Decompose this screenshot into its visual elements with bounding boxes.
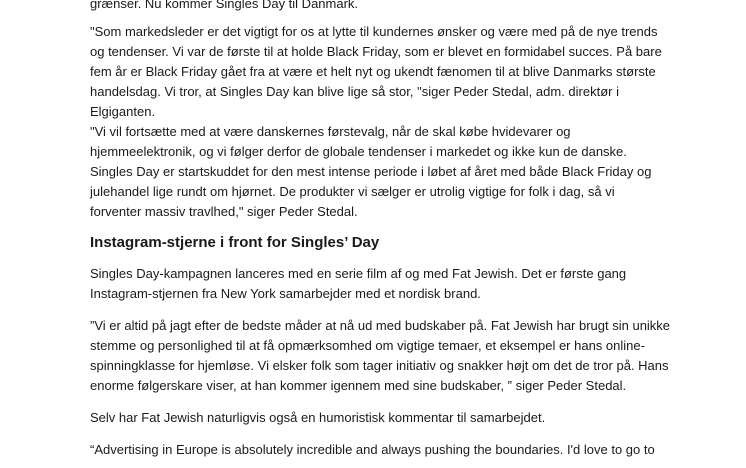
paragraph-quote-fat-jewish <box>90 316 690 396</box>
text-line: handelsdag. Vi tror, at Singles Day kan blive lige så stor, "siger Peder Stedal, adm. direktør i <box>90 84 619 99</box>
text-line: “Advertising in Europe is absolutely incredible and always pushing the boundaries. I'd love to go to <box>90 442 655 457</box>
text-line: ”Vi er altid på jagt efter de bedste måder at nå ud med budskaber på. Fat Jewish har brugt sin unikke <box>90 318 671 333</box>
section-heading: Instagram-stjerne i front for Singles’ Day <box>90 234 380 251</box>
text-line: og tendenser. Vi var de første til at holde Black Friday, som er blevet en formidabel succes. På bare <box>90 44 662 59</box>
paragraph-campaign-launch <box>90 264 690 304</box>
text-line: Selv har Fat Jewish naturligvis også en humoristisk kommentar til samarbejdet. <box>90 410 546 425</box>
paragraph-quote-first-choice <box>90 122 690 222</box>
text-line: forventer massiv travlhed," siger Peder Stedal. <box>90 204 358 219</box>
text-line: "Vi vil fortsætte med at være danskernes førstevalg, når de skal købe hvidevarer og <box>90 124 571 139</box>
text-line: grænser. Nu kommer Singles Day til Danmark. <box>90 0 359 11</box>
text-line: stemme og personlighed til at få opmærksomhed om vigtige temaer, et eksempel er hans online- <box>90 338 645 353</box>
paragraph-quote-market-leader <box>90 22 690 122</box>
text-line: Instagram-stjernen fra New York samarbejder med et nordisk brand. <box>90 286 481 301</box>
text-line: "Som markedsleder er det vigtigt for os at lytte til kundernes ønsker og være med på de nye trends <box>90 24 658 39</box>
text-line: Singles Day er startskuddet for den mest intense periode i løbet af året med både Black Friday og <box>90 164 652 179</box>
paragraph-humor-comment <box>90 408 690 428</box>
document-body <box>90 0 690 468</box>
paragraph-intro-tail <box>90 0 690 14</box>
text-line: spinningklasse for hjemløse. Vi elsker folk som tager initiativ og snakker højt om det de tror på. Hans <box>90 358 669 373</box>
text-line: Elgiganten. <box>90 104 156 119</box>
text-line: enorme følgerskare viser, at han kommer igennem med sine budskaber, ” siger Peder Stedal. <box>90 378 627 393</box>
text-line: julehandel lige rundt om hjørnet. De produkter vi sælger er utrolig vigtige for folk i dag, så vi <box>90 184 615 199</box>
text-line: hjemmeelektronik, og vi følger derfor de globale tendenser i markedet og ikke kun de danske. <box>90 144 627 159</box>
text-line: fem år er Black Friday gået fra at være et helt nyt og ukendt fænomen til at blive Danmarks største <box>90 64 656 79</box>
paragraph-advertising-quote <box>90 440 690 460</box>
text-line: Singles Day-kampagnen lanceres med en serie film af og med Fat Jewish. Det er første gang <box>90 266 627 281</box>
